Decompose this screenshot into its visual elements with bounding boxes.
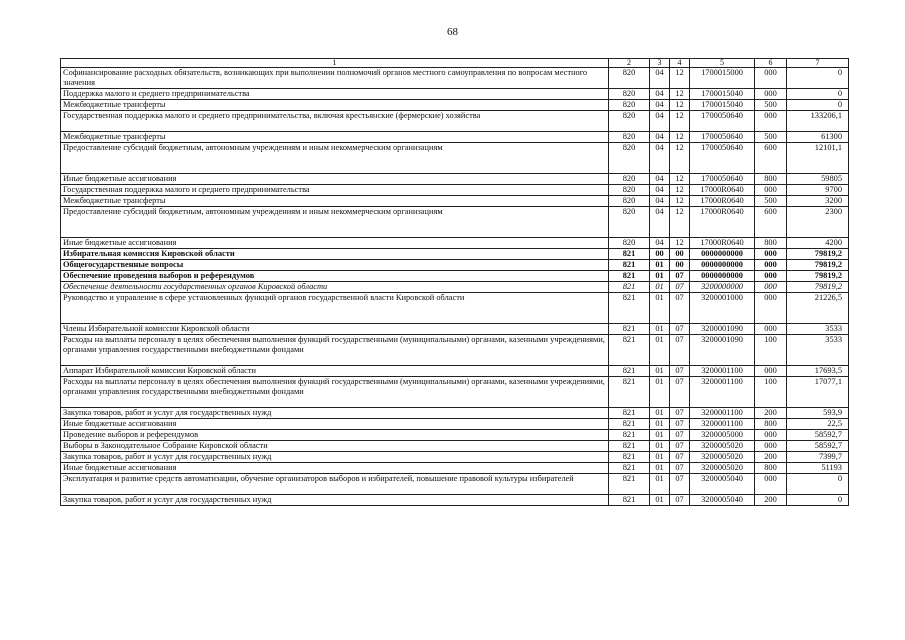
table-row	[61, 249, 849, 260]
expense-type-code: 000	[755, 430, 787, 441]
target-article-code: 0000000000	[690, 260, 755, 271]
section-code: 04	[650, 100, 670, 111]
item-name: Эксплуатация и развитие средств автоматизации, обучение организаторов выборов и избирателей, повышение правовой культуры избирателей	[61, 474, 609, 495]
ministry-code: 821	[609, 282, 650, 293]
section-code: 01	[650, 408, 670, 419]
section-code: 04	[650, 185, 670, 196]
amount: 2300	[787, 207, 849, 238]
ministry-code: 820	[609, 238, 650, 249]
table-row	[61, 366, 849, 377]
target-article-code: 0000000000	[690, 249, 755, 260]
item-name: Расходы на выплаты персоналу в целях обеспечения выполнения функций государственными (муниципальными) органами, казенными учреждениями, органами управления государственными внебюджетными фондами	[61, 377, 609, 408]
ministry-code: 821	[609, 271, 650, 282]
section-code: 01	[650, 282, 670, 293]
expense-type-code: 000	[755, 474, 787, 495]
table-row	[61, 260, 849, 271]
target-article-code: 3200001100	[690, 377, 755, 408]
section-code: 01	[650, 463, 670, 474]
expense-type-code: 000	[755, 293, 787, 324]
ministry-code: 820	[609, 111, 650, 132]
item-name: Предоставление субсидий бюджетным, автономным учреждениям и иным некоммерческим организациям	[61, 143, 609, 174]
table-row	[61, 238, 849, 249]
item-name: Государственная поддержка малого и среднего предпринимательства	[61, 185, 609, 196]
ministry-code: 821	[609, 293, 650, 324]
ministry-code: 821	[609, 408, 650, 419]
target-article-code: 1700050640	[690, 111, 755, 132]
table-row	[61, 474, 849, 495]
target-article-code: 3200000000	[690, 282, 755, 293]
section-code: 01	[650, 366, 670, 377]
section-code: 01	[650, 293, 670, 324]
section-code: 04	[650, 238, 670, 249]
column-header: 1	[61, 59, 609, 68]
target-article-code: 17000R0640	[690, 207, 755, 238]
table-row	[61, 207, 849, 238]
target-article-code: 17000R0640	[690, 185, 755, 196]
amount: 0	[787, 100, 849, 111]
section-code: 01	[650, 474, 670, 495]
expense-type-code: 200	[755, 495, 787, 506]
target-article-code: 3200001100	[690, 366, 755, 377]
column-header: 6	[755, 59, 787, 68]
ministry-code: 821	[609, 452, 650, 463]
section-code: 04	[650, 143, 670, 174]
amount: 0	[787, 89, 849, 100]
subsection-code: 12	[670, 207, 690, 238]
ministry-code: 821	[609, 430, 650, 441]
ministry-code: 820	[609, 132, 650, 143]
table-row	[61, 377, 849, 408]
amount: 4200	[787, 238, 849, 249]
amount: 79819,2	[787, 282, 849, 293]
section-code: 01	[650, 324, 670, 335]
item-name: Государственная поддержка малого и среднего предпринимательства, включая крестьянские (фермерские) хозяйства	[61, 111, 609, 132]
expense-type-code: 000	[755, 111, 787, 132]
table-row	[61, 441, 849, 452]
item-name: Закупка товаров, работ и услуг для государственных нужд	[61, 495, 609, 506]
section-code: 00	[650, 249, 670, 260]
amount: 59805	[787, 174, 849, 185]
item-name: Аппарат Избирательной комиссии Кировской области	[61, 366, 609, 377]
ministry-code: 820	[609, 207, 650, 238]
subsection-code: 07	[670, 366, 690, 377]
item-name: Поддержка малого и среднего предпринимательства	[61, 89, 609, 100]
item-name: Предоставление субсидий бюджетным, автономным учреждениям и иным некоммерческим организациям	[61, 207, 609, 238]
column-header: 3	[650, 59, 670, 68]
expense-type-code: 000	[755, 185, 787, 196]
ministry-code: 820	[609, 196, 650, 207]
amount: 3533	[787, 324, 849, 335]
ministry-code: 820	[609, 185, 650, 196]
target-article-code: 1700015000	[690, 68, 755, 89]
expense-type-code: 500	[755, 132, 787, 143]
item-name: Обеспечение деятельности государственных органов Кировской области	[61, 282, 609, 293]
table-row	[61, 89, 849, 100]
item-name: Закупка товаров, работ и услуг для государственных нужд	[61, 452, 609, 463]
expense-type-code: 000	[755, 366, 787, 377]
expense-type-code: 000	[755, 260, 787, 271]
table-row	[61, 408, 849, 419]
subsection-code: 00	[670, 260, 690, 271]
section-code: 01	[650, 495, 670, 506]
table-row	[61, 430, 849, 441]
subsection-code: 07	[670, 495, 690, 506]
table-row	[61, 174, 849, 185]
subsection-code: 00	[670, 249, 690, 260]
ministry-code: 821	[609, 474, 650, 495]
expense-type-code: 000	[755, 271, 787, 282]
subsection-code: 07	[670, 419, 690, 430]
table-row	[61, 324, 849, 335]
section-code: 01	[650, 430, 670, 441]
subsection-code: 12	[670, 185, 690, 196]
section-code: 04	[650, 89, 670, 100]
table-row	[61, 335, 849, 366]
ministry-code: 821	[609, 495, 650, 506]
target-article-code: 1700015040	[690, 100, 755, 111]
section-code: 04	[650, 207, 670, 238]
ministry-code: 821	[609, 324, 650, 335]
budget-table	[60, 58, 849, 506]
expense-type-code: 100	[755, 377, 787, 408]
ministry-code: 821	[609, 260, 650, 271]
section-code: 01	[650, 271, 670, 282]
item-name: Иные бюджетные ассигнования	[61, 463, 609, 474]
subsection-code: 12	[670, 100, 690, 111]
table-row	[61, 495, 849, 506]
column-header: 5	[690, 59, 755, 68]
amount: 61300	[787, 132, 849, 143]
table-row	[61, 293, 849, 324]
table-row	[61, 271, 849, 282]
target-article-code: 3200001090	[690, 335, 755, 366]
target-article-code: 17000R0640	[690, 196, 755, 207]
table-row	[61, 463, 849, 474]
table-row	[61, 68, 849, 89]
section-code: 04	[650, 132, 670, 143]
amount: 593,9	[787, 408, 849, 419]
column-header: 7	[787, 59, 849, 68]
table-row	[61, 132, 849, 143]
target-article-code: 3200005020	[690, 441, 755, 452]
table-row	[61, 185, 849, 196]
header-row	[61, 59, 849, 68]
amount: 133206,1	[787, 111, 849, 132]
subsection-code: 07	[670, 282, 690, 293]
amount: 21226,5	[787, 293, 849, 324]
ministry-code: 820	[609, 68, 650, 89]
subsection-code: 07	[670, 293, 690, 324]
expense-type-code: 200	[755, 408, 787, 419]
expense-type-code: 000	[755, 282, 787, 293]
amount: 58592,7	[787, 430, 849, 441]
item-name: Межбюджетные трансферты	[61, 132, 609, 143]
expense-type-code: 500	[755, 100, 787, 111]
table-row	[61, 143, 849, 174]
table-row	[61, 111, 849, 132]
target-article-code: 3200001090	[690, 324, 755, 335]
ministry-code: 821	[609, 419, 650, 430]
expense-type-code: 000	[755, 249, 787, 260]
amount: 17693,5	[787, 366, 849, 377]
table-row	[61, 452, 849, 463]
expense-type-code: 500	[755, 196, 787, 207]
ministry-code: 821	[609, 377, 650, 408]
expense-type-code: 000	[755, 324, 787, 335]
section-code: 04	[650, 68, 670, 89]
subsection-code: 07	[670, 408, 690, 419]
item-name: Межбюджетные трансферты	[61, 196, 609, 207]
subsection-code: 12	[670, 196, 690, 207]
amount: 3533	[787, 335, 849, 366]
target-article-code: 1700050640	[690, 174, 755, 185]
item-name: Иные бюджетные ассигнования	[61, 419, 609, 430]
subsection-code: 07	[670, 271, 690, 282]
subsection-code: 12	[670, 111, 690, 132]
amount: 79819,2	[787, 260, 849, 271]
expense-type-code: 000	[755, 441, 787, 452]
subsection-code: 07	[670, 452, 690, 463]
expense-type-code: 000	[755, 68, 787, 89]
item-name: Общегосударственные вопросы	[61, 260, 609, 271]
ministry-code: 820	[609, 100, 650, 111]
expense-type-code: 600	[755, 143, 787, 174]
subsection-code: 07	[670, 441, 690, 452]
target-article-code: 3200005040	[690, 495, 755, 506]
section-code: 01	[650, 441, 670, 452]
section-code: 01	[650, 377, 670, 408]
target-article-code: 1700050640	[690, 132, 755, 143]
expense-type-code: 100	[755, 335, 787, 366]
item-name: Софинансирование расходных обязательств, возникающих при выполнении полномочий органов местного самоуправления по вопросам местного значения	[61, 68, 609, 89]
amount: 0	[787, 68, 849, 89]
target-article-code: 3200001000	[690, 293, 755, 324]
item-name: Обеспечение проведения выборов и референдумов	[61, 271, 609, 282]
expense-type-code: 800	[755, 463, 787, 474]
subsection-code: 12	[670, 132, 690, 143]
subsection-code: 07	[670, 430, 690, 441]
item-name: Расходы на выплаты персоналу в целях обеспечения выполнения функций государственными (муниципальными) органами, казенными учреждениями, органами управления государственными внебюджетными фондами	[61, 335, 609, 366]
target-article-code: 3200005000	[690, 430, 755, 441]
item-name: Иные бюджетные ассигнования	[61, 238, 609, 249]
section-code: 01	[650, 260, 670, 271]
table-row	[61, 419, 849, 430]
item-name: Проведение выборов и референдумов	[61, 430, 609, 441]
subsection-code: 12	[670, 89, 690, 100]
subsection-code: 12	[670, 174, 690, 185]
ministry-code: 820	[609, 89, 650, 100]
amount: 58592,7	[787, 441, 849, 452]
item-name: Иные бюджетные ассигнования	[61, 174, 609, 185]
subsection-code: 07	[670, 335, 690, 366]
section-code: 04	[650, 174, 670, 185]
subsection-code: 07	[670, 463, 690, 474]
section-code: 01	[650, 335, 670, 366]
subsection-code: 12	[670, 68, 690, 89]
section-code: 01	[650, 452, 670, 463]
section-code: 04	[650, 111, 670, 132]
amount: 0	[787, 474, 849, 495]
page-number: 68	[447, 26, 458, 38]
amount: 9700	[787, 185, 849, 196]
amount: 51193	[787, 463, 849, 474]
target-article-code: 3200005020	[690, 463, 755, 474]
target-article-code: 3200005040	[690, 474, 755, 495]
section-code: 04	[650, 196, 670, 207]
target-article-code: 0000000000	[690, 271, 755, 282]
expense-type-code: 800	[755, 238, 787, 249]
ministry-code: 821	[609, 441, 650, 452]
item-name: Руководство и управление в сфере установленных функций органов государственной власти Кировской области	[61, 293, 609, 324]
item-name: Межбюджетные трансферты	[61, 100, 609, 111]
amount: 12101,1	[787, 143, 849, 174]
subsection-code: 07	[670, 324, 690, 335]
amount: 22,5	[787, 419, 849, 430]
target-article-code: 1700050640	[690, 143, 755, 174]
column-header: 2	[609, 59, 650, 68]
amount: 79819,2	[787, 271, 849, 282]
subsection-code: 07	[670, 377, 690, 408]
target-article-code: 3200005020	[690, 452, 755, 463]
ministry-code: 821	[609, 366, 650, 377]
amount: 7399,7	[787, 452, 849, 463]
ministry-code: 821	[609, 463, 650, 474]
amount: 3200	[787, 196, 849, 207]
expense-type-code: 800	[755, 419, 787, 430]
target-article-code: 1700015040	[690, 89, 755, 100]
table-row	[61, 282, 849, 293]
target-article-code: 3200001100	[690, 419, 755, 430]
expense-type-code: 600	[755, 207, 787, 238]
item-name: Избирательная комиссия Кировской области	[61, 249, 609, 260]
ministry-code: 820	[609, 143, 650, 174]
table-row	[61, 100, 849, 111]
amount: 17077,1	[787, 377, 849, 408]
subsection-code: 07	[670, 474, 690, 495]
item-name: Члены Избирательной комиссии Кировской области	[61, 324, 609, 335]
amount: 0	[787, 495, 849, 506]
expense-type-code: 800	[755, 174, 787, 185]
target-article-code: 3200001100	[690, 408, 755, 419]
expense-type-code: 200	[755, 452, 787, 463]
subsection-code: 12	[670, 238, 690, 249]
item-name: Выборы в Законодательное Собрание Кировской области	[61, 441, 609, 452]
amount: 79819,2	[787, 249, 849, 260]
expense-type-code: 000	[755, 89, 787, 100]
subsection-code: 12	[670, 143, 690, 174]
ministry-code: 820	[609, 174, 650, 185]
section-code: 01	[650, 419, 670, 430]
column-header: 4	[670, 59, 690, 68]
target-article-code: 17000R0640	[690, 238, 755, 249]
ministry-code: 821	[609, 249, 650, 260]
ministry-code: 821	[609, 335, 650, 366]
item-name: Закупка товаров, работ и услуг для государственных нужд	[61, 408, 609, 419]
table-row	[61, 196, 849, 207]
